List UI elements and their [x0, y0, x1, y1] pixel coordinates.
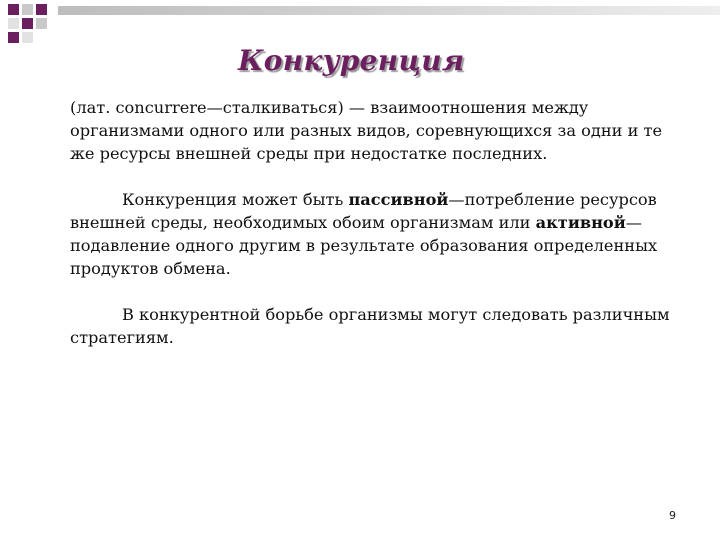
strategies-paragraph: В конкурентной борьбе организмы могут следовать различным стратегиям. — [70, 305, 670, 347]
passive-term: пассивной — [348, 190, 449, 209]
slide-content — [70, 96, 680, 372]
deco-square — [8, 4, 19, 15]
deco-square — [22, 32, 33, 43]
deco-square — [36, 4, 47, 15]
deco-square — [22, 4, 33, 15]
page-number: 9 — [669, 509, 676, 522]
types-text-2: —потребление ресурсов внешней среды, необходимых обоим организмам или — [70, 190, 657, 232]
corner-decoration — [0, 0, 60, 50]
deco-square — [8, 18, 19, 29]
types-text-3: —подавление одного другим в результате образования определенных продуктов обмена. — [70, 213, 658, 278]
definition-paragraph: (лат. concurrere—сталкиваться) — взаимоотношения между организмами одного или разных видов, соревнующихся за одни и те же ресурсы внешней среды при недостатке последних. — [70, 98, 663, 163]
active-term: активной — [535, 213, 626, 232]
deco-square — [36, 18, 47, 29]
top-rule — [58, 6, 720, 15]
deco-square — [8, 32, 19, 43]
types-text-1: Конкуренция может быть — [122, 190, 349, 209]
types-paragraph — [70, 188, 680, 280]
deco-square — [22, 18, 33, 29]
slide-title: Конкуренция — [238, 44, 465, 77]
